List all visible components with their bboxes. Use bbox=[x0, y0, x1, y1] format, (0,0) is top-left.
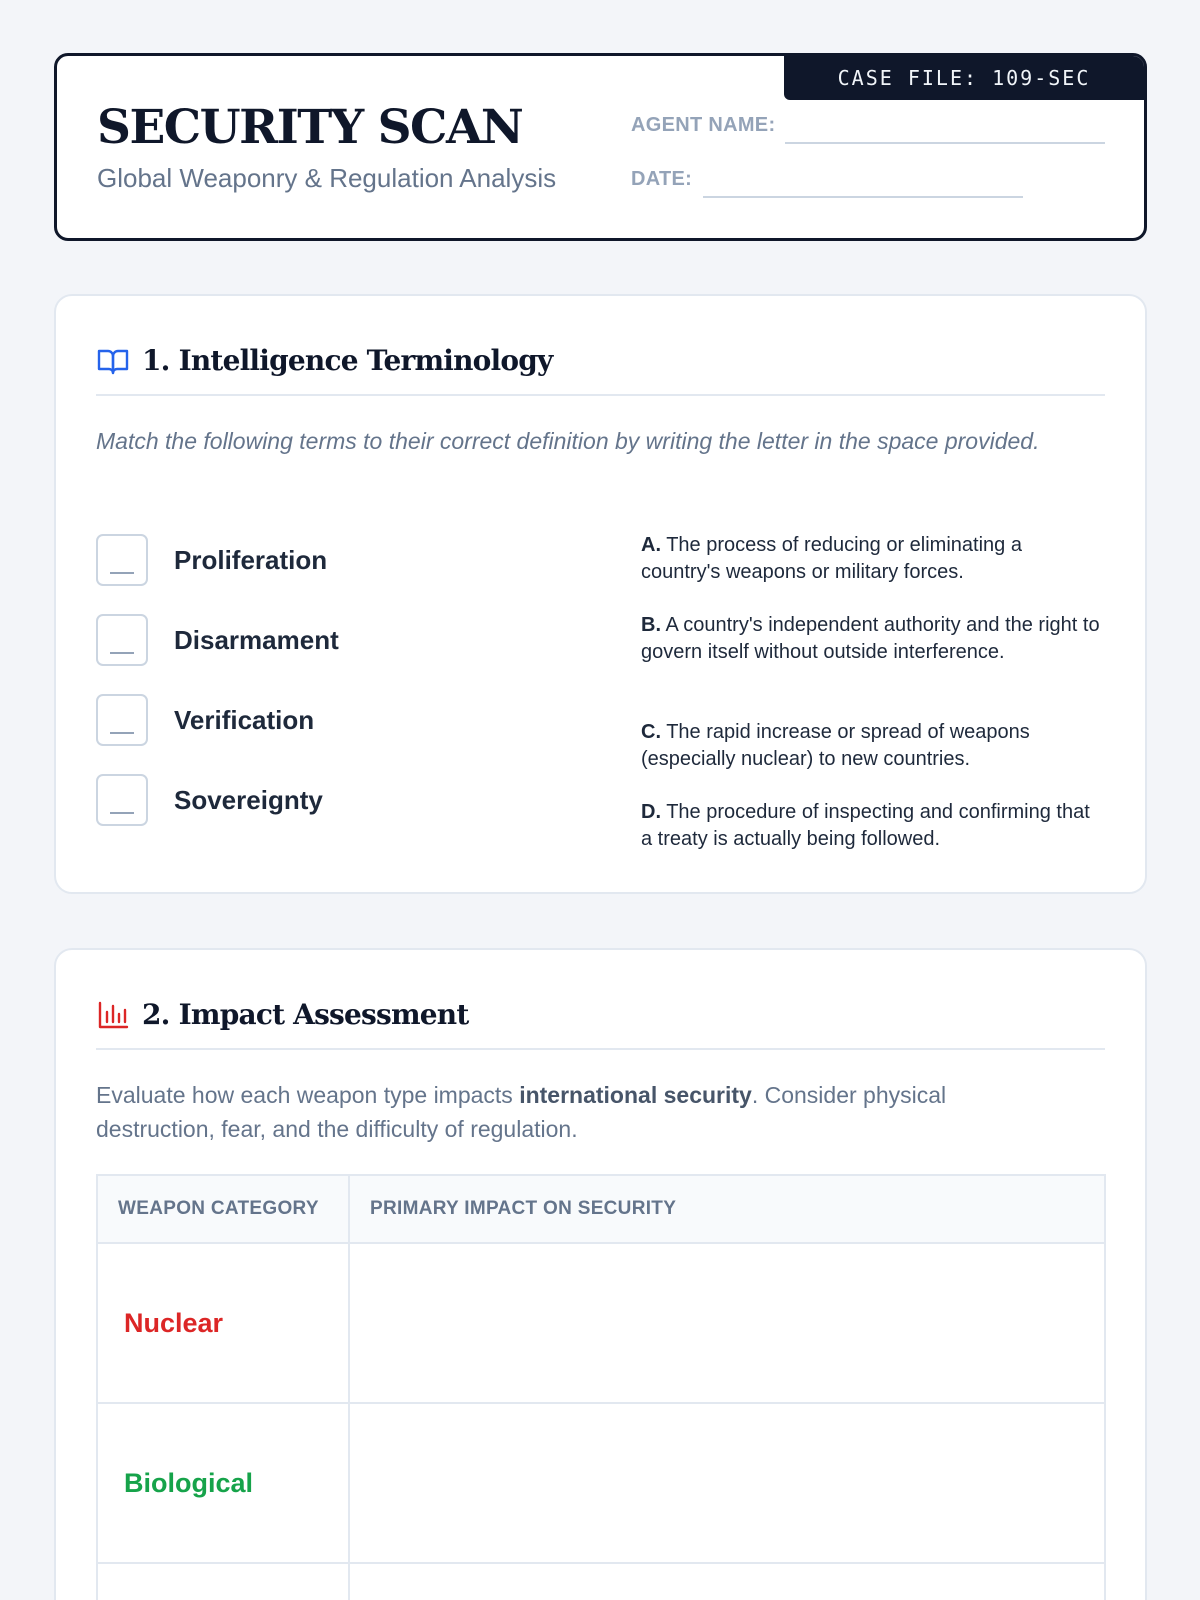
definition-letter: C. bbox=[641, 721, 661, 743]
case-file-tag: CASE FILE: 109-SEC bbox=[784, 56, 1144, 100]
definition-text: A country's independent authority and the right to govern itself without outside interference. bbox=[641, 614, 1100, 663]
term-label: Sovereignty bbox=[174, 784, 323, 815]
impact-table bbox=[96, 1174, 1106, 1600]
assessment-instructions bbox=[96, 1078, 1056, 1146]
definition-item bbox=[641, 719, 1101, 773]
category-cell bbox=[97, 1563, 349, 1600]
column-header-category: WEAPON CATEGORY bbox=[97, 1175, 349, 1243]
date-label: DATE: bbox=[631, 168, 693, 190]
term-row bbox=[96, 534, 327, 586]
definition-text: The procedure of inspecting and confirming that a treaty is actually being followed. bbox=[641, 801, 1090, 850]
column-header-impact: PRIMARY IMPACT ON SECURITY bbox=[349, 1175, 1105, 1243]
answer-box[interactable] bbox=[96, 774, 148, 826]
answer-box[interactable] bbox=[96, 694, 148, 746]
intro-text: Evaluate how each weapon type impacts bbox=[96, 1082, 520, 1108]
impact-section bbox=[54, 948, 1147, 1600]
page-title: SECURITY SCAN bbox=[97, 100, 523, 155]
term-row bbox=[96, 774, 323, 826]
table-row bbox=[97, 1563, 1105, 1600]
term-label: Proliferation bbox=[174, 544, 328, 575]
intro-emphasis: international security bbox=[519, 1082, 752, 1108]
intro-text-end: . Consider physical destruction, fear, and the difficulty of regulation. bbox=[96, 1082, 947, 1142]
impact-answer-cell[interactable] bbox=[349, 1563, 1105, 1600]
open-book-icon bbox=[96, 346, 130, 376]
answer-box[interactable] bbox=[96, 534, 148, 586]
instructions: Match the following terms to their correct definition by writing the letter in the space provided. bbox=[96, 428, 1040, 454]
definition-letter: B. bbox=[641, 614, 661, 636]
date-field[interactable] bbox=[703, 196, 1023, 198]
answer-box[interactable] bbox=[96, 614, 148, 666]
definition-item bbox=[641, 612, 1101, 666]
section-title: 2. Impact Assessment bbox=[142, 998, 469, 1031]
definition-letter: D. bbox=[641, 801, 661, 823]
term-row bbox=[96, 694, 314, 746]
impact-answer-cell[interactable] bbox=[349, 1243, 1105, 1403]
definition-letter: A. bbox=[641, 534, 661, 556]
category-label: Nuclear bbox=[124, 1307, 224, 1338]
agent-name-label: AGENT NAME: bbox=[631, 114, 776, 136]
definition-item bbox=[641, 532, 1101, 586]
table-row bbox=[97, 1243, 1105, 1403]
term-row bbox=[96, 614, 339, 666]
bar-chart-icon bbox=[96, 1000, 130, 1030]
table-row bbox=[97, 1403, 1105, 1563]
header-card bbox=[54, 53, 1147, 241]
section-header bbox=[96, 998, 1105, 1050]
terminology-section bbox=[54, 294, 1147, 894]
definition-item bbox=[641, 799, 1101, 853]
section-header bbox=[96, 344, 1105, 396]
term-label: Disarmament bbox=[174, 624, 339, 655]
definition-text: The rapid increase or spread of weapons (especially nuclear) to new countries. bbox=[641, 721, 1030, 770]
agent-name-field[interactable] bbox=[785, 142, 1105, 144]
section-title: 1. Intelligence Terminology bbox=[142, 344, 553, 377]
impact-answer-cell[interactable] bbox=[349, 1403, 1105, 1563]
definition-text: The process of reducing or eliminating a country's weapons or military forces. bbox=[641, 534, 1022, 583]
table-header-row bbox=[97, 1175, 1105, 1243]
category-label: Biological bbox=[124, 1467, 254, 1498]
page-subtitle: Global Weaponry & Regulation Analysis bbox=[97, 163, 557, 193]
term-label: Verification bbox=[174, 704, 315, 735]
category-cell bbox=[97, 1403, 349, 1563]
category-cell bbox=[97, 1243, 349, 1403]
